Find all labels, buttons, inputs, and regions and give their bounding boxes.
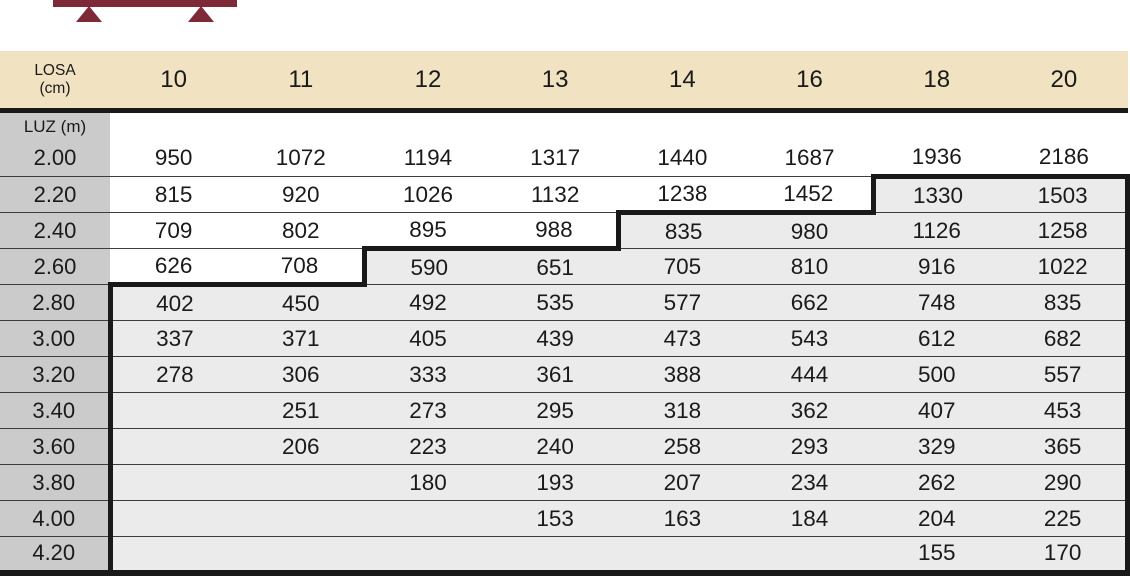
row-label: 4.00 — [0, 501, 110, 537]
column-header: 14 — [619, 51, 746, 111]
value-cell: 748 — [873, 285, 1000, 321]
value-cell: 895 — [364, 213, 491, 249]
value-cell — [237, 537, 364, 573]
value-cell: 1503 — [1000, 177, 1127, 213]
value-cell: 590 — [364, 249, 491, 285]
value-cell: 204 — [873, 501, 1000, 537]
value-cell: 337 — [110, 321, 237, 357]
value-cell: 278 — [110, 357, 237, 393]
value-cell: 1194 — [364, 141, 491, 177]
table-row — [0, 501, 1128, 537]
value-cell: 318 — [619, 393, 746, 429]
support-triangle-right-icon — [188, 6, 214, 22]
table-row — [0, 393, 1128, 429]
value-cell: 405 — [364, 321, 491, 357]
value-cell: 500 — [873, 357, 1000, 393]
empty-cell — [1000, 111, 1127, 141]
value-cell: 450 — [237, 285, 364, 321]
table-body — [0, 111, 1128, 573]
value-cell: 206 — [237, 429, 364, 465]
value-cell: 163 — [619, 501, 746, 537]
value-cell: 535 — [492, 285, 619, 321]
value-cell: 251 — [237, 393, 364, 429]
table-header — [0, 51, 1128, 111]
corner-label-line1: LOSA — [34, 61, 76, 79]
support-triangle-left-icon — [76, 6, 102, 22]
row-label: 2.40 — [0, 213, 110, 249]
value-cell: 153 — [492, 501, 619, 537]
value-cell — [492, 537, 619, 573]
table-row — [0, 285, 1128, 321]
empty-cell — [619, 111, 746, 141]
value-cell: 329 — [873, 429, 1000, 465]
row-header-label-row — [0, 111, 1128, 141]
row-label: 3.40 — [0, 393, 110, 429]
row-header-luz-m: LUZ (m) — [0, 111, 110, 141]
value-cell: 950 — [110, 141, 237, 177]
value-cell: 802 — [237, 213, 364, 249]
value-cell: 810 — [746, 249, 873, 285]
value-cell: 577 — [619, 285, 746, 321]
value-cell: 184 — [746, 501, 873, 537]
value-cell: 180 — [364, 465, 491, 501]
table-row — [0, 249, 1128, 285]
value-cell — [237, 465, 364, 501]
value-cell: 916 — [873, 249, 1000, 285]
empty-cell — [237, 111, 364, 141]
value-cell: 333 — [364, 357, 491, 393]
table-row — [0, 141, 1128, 177]
column-header: 20 — [1000, 51, 1127, 111]
row-label: 2.20 — [0, 177, 110, 213]
value-cell: 682 — [1000, 321, 1127, 357]
load-table — [0, 51, 1130, 576]
column-header: 12 — [364, 51, 491, 111]
value-cell: 1440 — [619, 141, 746, 177]
value-cell: 273 — [364, 393, 491, 429]
corner-label-line2: (cm) — [39, 79, 71, 97]
row-label: 3.80 — [0, 465, 110, 501]
value-cell: 362 — [746, 393, 873, 429]
value-cell: 557 — [1000, 357, 1127, 393]
value-cell: 473 — [619, 321, 746, 357]
value-cell: 492 — [364, 285, 491, 321]
value-cell: 705 — [619, 249, 746, 285]
value-cell — [619, 537, 746, 573]
value-cell — [110, 537, 237, 573]
value-cell: 402 — [110, 285, 237, 321]
value-cell: 835 — [619, 213, 746, 249]
value-cell: 1936 — [873, 141, 1000, 177]
value-cell: 371 — [237, 321, 364, 357]
table-row — [0, 177, 1128, 213]
row-label: 3.00 — [0, 321, 110, 357]
value-cell: 295 — [492, 393, 619, 429]
value-cell: 1238 — [619, 177, 746, 213]
corner-header-losa-cm — [0, 51, 110, 111]
value-cell: 223 — [364, 429, 491, 465]
column-header: 13 — [492, 51, 619, 111]
empty-cell — [364, 111, 491, 141]
column-header: 11 — [237, 51, 364, 111]
value-cell: 361 — [492, 357, 619, 393]
value-cell: 1072 — [237, 141, 364, 177]
table-row — [0, 357, 1128, 393]
row-label: 2.60 — [0, 249, 110, 285]
value-cell — [746, 537, 873, 573]
value-cell: 1452 — [746, 177, 873, 213]
value-cell: 651 — [492, 249, 619, 285]
value-cell — [237, 501, 364, 537]
table-row — [0, 537, 1128, 573]
empty-cell — [492, 111, 619, 141]
value-cell: 980 — [746, 213, 873, 249]
row-label: 4.20 — [0, 537, 110, 573]
value-cell — [110, 501, 237, 537]
value-cell: 815 — [110, 177, 237, 213]
value-cell: 439 — [492, 321, 619, 357]
value-cell: 262 — [873, 465, 1000, 501]
value-cell: 835 — [1000, 285, 1127, 321]
value-cell: 988 — [492, 213, 619, 249]
empty-cell — [746, 111, 873, 141]
row-label: 2.00 — [0, 141, 110, 177]
row-label: 2.80 — [0, 285, 110, 321]
value-cell: 2186 — [1000, 141, 1127, 177]
empty-cell — [110, 111, 237, 141]
value-cell: 1330 — [873, 177, 1000, 213]
value-cell: 1026 — [364, 177, 491, 213]
value-cell: 1126 — [873, 213, 1000, 249]
value-cell: 155 — [873, 537, 1000, 573]
value-cell: 225 — [1000, 501, 1127, 537]
table-row — [0, 465, 1128, 501]
value-cell: 626 — [110, 249, 237, 285]
column-header: 16 — [746, 51, 873, 111]
value-cell — [364, 537, 491, 573]
row-label: 3.60 — [0, 429, 110, 465]
value-cell: 290 — [1000, 465, 1127, 501]
value-cell — [110, 429, 237, 465]
value-cell: 543 — [746, 321, 873, 357]
table-row — [0, 321, 1128, 357]
value-cell: 234 — [746, 465, 873, 501]
value-cell: 1317 — [492, 141, 619, 177]
table-row — [0, 213, 1128, 249]
value-cell: 207 — [619, 465, 746, 501]
value-cell: 708 — [237, 249, 364, 285]
value-cell: 306 — [237, 357, 364, 393]
column-header: 18 — [873, 51, 1000, 111]
value-cell: 388 — [619, 357, 746, 393]
value-cell — [110, 393, 237, 429]
value-cell: 1132 — [492, 177, 619, 213]
row-label: 3.20 — [0, 357, 110, 393]
value-cell: 1687 — [746, 141, 873, 177]
column-header: 10 — [110, 51, 237, 111]
value-cell: 293 — [746, 429, 873, 465]
value-cell: 444 — [746, 357, 873, 393]
value-cell: 258 — [619, 429, 746, 465]
value-cell: 407 — [873, 393, 1000, 429]
value-cell: 170 — [1000, 537, 1127, 573]
value-cell: 612 — [873, 321, 1000, 357]
value-cell: 240 — [492, 429, 619, 465]
value-cell — [364, 501, 491, 537]
value-cell: 709 — [110, 213, 237, 249]
value-cell: 662 — [746, 285, 873, 321]
value-cell: 193 — [492, 465, 619, 501]
value-cell: 920 — [237, 177, 364, 213]
table-row — [0, 429, 1128, 465]
value-cell: 453 — [1000, 393, 1127, 429]
value-cell: 365 — [1000, 429, 1127, 465]
value-cell: 1258 — [1000, 213, 1127, 249]
value-cell — [110, 465, 237, 501]
value-cell: 1022 — [1000, 249, 1127, 285]
empty-cell — [873, 111, 1000, 141]
header-row — [0, 51, 1128, 111]
